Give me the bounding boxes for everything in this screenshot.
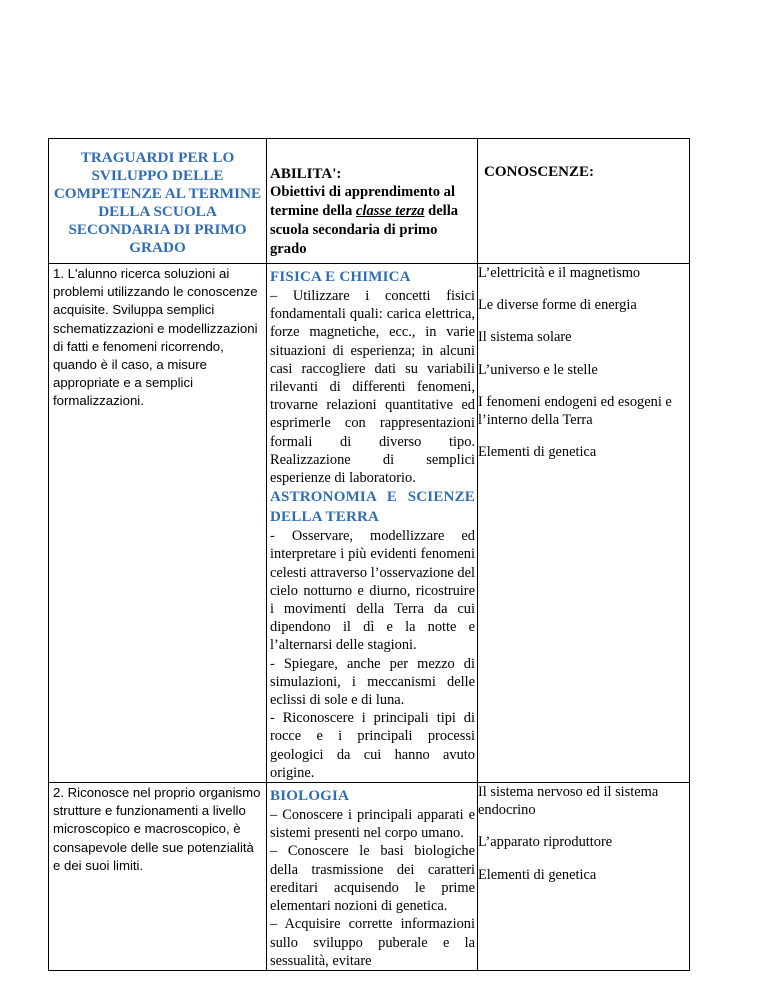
conoscenze-header-cell <box>478 139 690 264</box>
abilita-header-cell <box>267 139 478 264</box>
conoscenza-item: Elementi di genetica <box>478 866 597 883</box>
conoscenza-item: Il sistema solare <box>478 329 572 346</box>
abilita-sub-part-b: della scuola secondaria di primo grado <box>270 203 459 257</box>
abilita-heading: ABILITA': <box>270 166 342 182</box>
row-2 <box>49 783 690 971</box>
abilita-sub-emphasis: classe terza <box>355 203 425 219</box>
astronomia-item-1: - Osservare, modellizzare ed interpretare i più evidenti fenomeni celesti attraverso l’osservazione del cielo notturno e diurno, ricostruire i movimenti della Terra da cui dipendono il dì e la notte e l’alternarsi delle stagioni. <box>270 528 475 654</box>
biologia-item-3: – Acquisire corrette informazioni sullo sviluppo puberale e la sessualità, evitare <box>270 916 475 969</box>
section-fisica-chimica: FISICA E CHIMICA <box>270 269 411 285</box>
conoscenza-item: L’apparato riproduttore <box>478 834 613 851</box>
conoscenza-item: Il sistema nervoso ed il sistema endocrino <box>478 784 659 819</box>
abilita-sub-part-a: Obiettivi di apprendimento al termine della <box>270 184 456 219</box>
traguardo-1-cell <box>49 264 267 783</box>
biologia-item-1: – Conoscere i principali apparati e sistemi presenti nel corpo umano. <box>270 807 475 842</box>
header-row <box>49 139 690 264</box>
conoscenza-item: Elementi di genetica <box>478 444 597 461</box>
conoscenza-item: I fenomeni endogeni ed esogeni e l’interno della Terra <box>478 393 672 429</box>
row-1 <box>49 264 690 783</box>
traguardo-2-cell <box>49 783 267 971</box>
traguardo-2-text: 2. Riconosce nel proprio organismo strutture e funzionamenti a livello microscopico e macroscopico, è consapevole delle sue potenzialità e dei suoi limiti. <box>53 785 261 873</box>
conoscenze-1-cell <box>478 264 690 783</box>
conoscenze-2-cell <box>478 783 690 971</box>
conoscenze-heading: CONOSCENZE: <box>484 164 595 180</box>
conoscenza-item: Le diverse forme di energia <box>478 297 637 314</box>
biologia-item-2: – Conoscere le basi biologiche della trasmissione dei caratteri ereditari acquisendo le prime elementari nozioni di genetica. <box>270 843 475 915</box>
astronomia-item-3: - Riconoscere i principali tipi di rocce e i principali processi geologici da cui hanno avuto origine. <box>270 710 475 781</box>
section-astronomia: ASTRONOMIA E SCIENZE DELLA TERRA <box>270 489 475 526</box>
fisica-chimica-text: – Utilizzare i concetti fisici fondamentali quali: carica elettrica, forze magnetiche, ecc., in varie situazioni di esperienza; in alcuni casi raccogliere dati su variabili rilevanti di differenti fenomeni, trovarne relazioni quantitative ed esprimerle con rappresentazioni formali di diverso tipo. Realizzazione di semplici esperienze di laboratorio. <box>270 288 475 487</box>
curriculum-table <box>48 138 690 971</box>
traguardi-heading: TRAGUARDI PER LO SVILUPPO DELLE COMPETENZE AL TERMINE DELLA SCUOLA SECONDARIA DI PRIMO GRADO <box>53 149 262 256</box>
astronomia-item-2: - Spiegare, anche per mezzo di simulazioni, i meccanismi delle eclissi di sole e di luna. <box>270 655 475 709</box>
conoscenza-item: L’universo e le stelle <box>478 361 598 378</box>
abilita-subheading <box>270 183 475 259</box>
traguardo-1-text: 1. L'alunno ricerca soluzioni ai problemi utilizzando le conoscenze acquisite. Sviluppa semplici schematizzazioni e modellizzazioni di fatti e fenomeni ricorrendo, quando è il caso, a misure appropriate e a semplici formalizzazioni. <box>53 266 258 409</box>
abilita-1-cell <box>267 264 478 783</box>
section-biologia: BIOLOGIA <box>270 788 350 805</box>
abilita-2-cell <box>267 783 478 971</box>
traguardi-header-cell <box>49 139 267 264</box>
conoscenza-item: L’elettricità e il magnetismo <box>478 265 641 281</box>
